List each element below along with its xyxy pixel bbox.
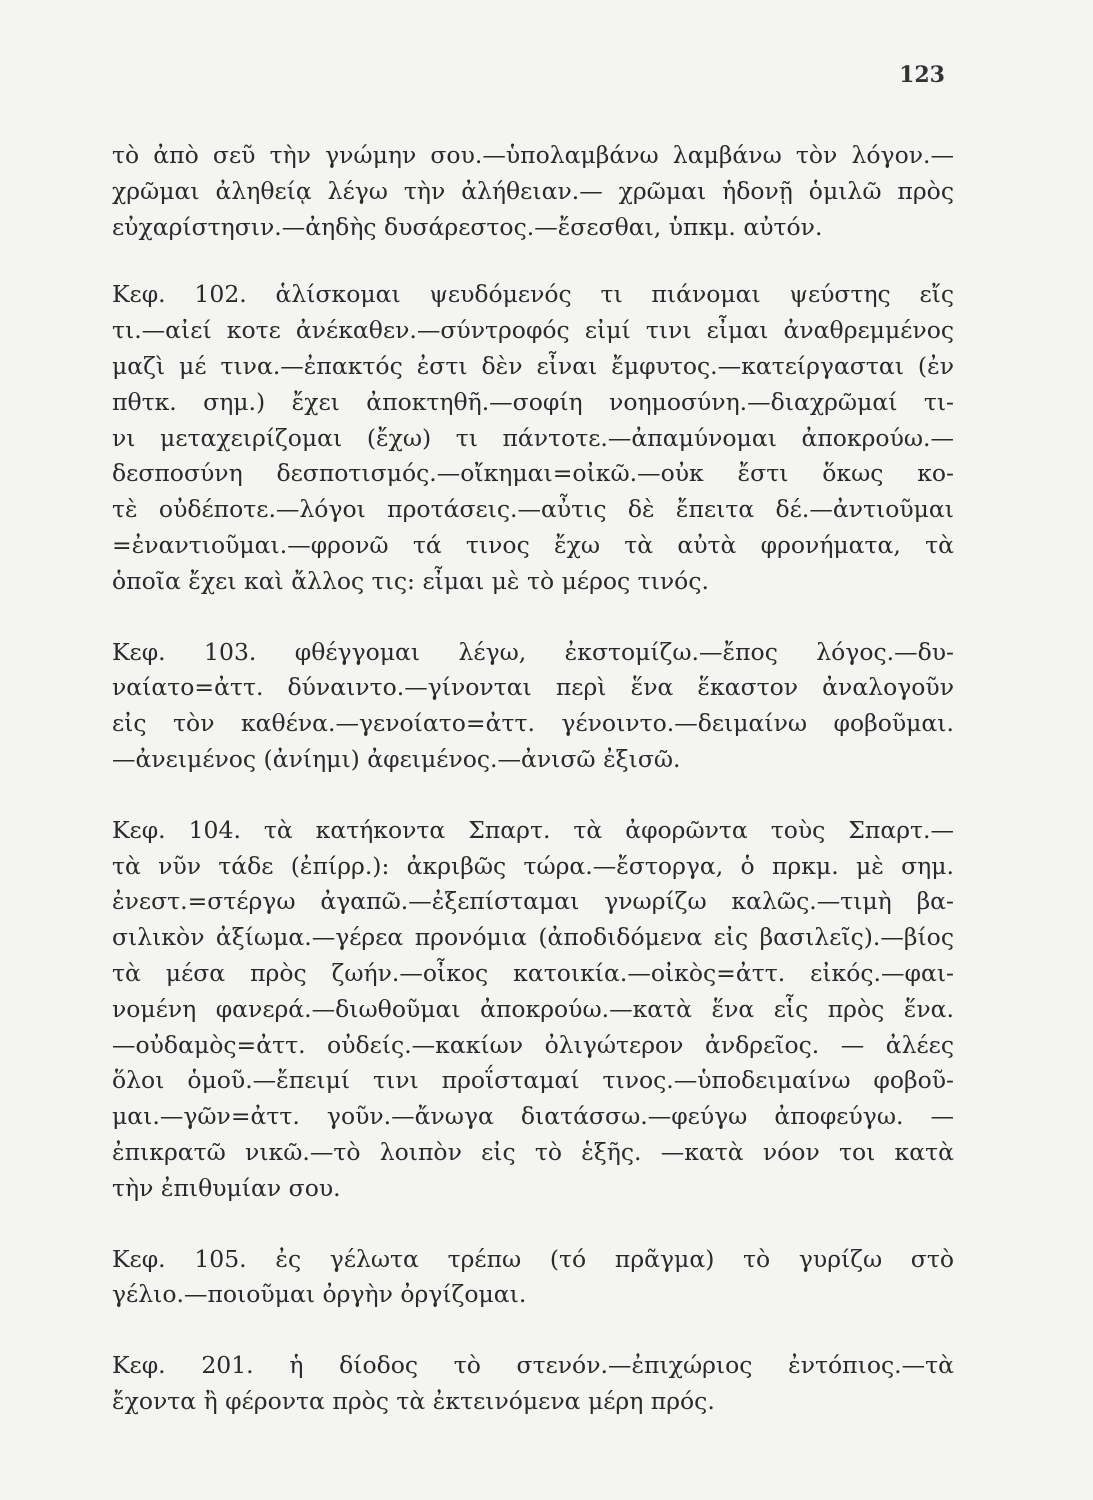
paragraph-chapter-102: [112, 277, 954, 599]
text-line: τι.—αἰεί κοτε ἀνέκαθεν.—σύντροφός εἰμί τινι εἶμαι ἀναθρεμμένος: [112, 316, 954, 345]
text-line: ὁποῖα ἔχει καὶ ἄλλος τις: εἶμαι μὲ τὸ μέρος τινός.: [112, 566, 709, 595]
text-line: μαζὶ μέ τινα.—ἐπακτός ἐστι δὲν εἶναι ἔμφυτος.—κατείργασται (ἐν: [112, 351, 954, 380]
text-line: Κεφ. 105. ἐς γέλωτα τρέπω (τό πρᾶγμα) τὸ γυρίζω στὸ: [112, 1244, 954, 1273]
paragraph-chapter-103: [112, 635, 954, 778]
text-line: σιλικὸν ἀξίωμα.—γέρεα προνόμια (ἀποδιδόμενα εἰς βασιλεῖς).—βίος: [112, 923, 954, 952]
text-line: εἰς τὸν καθένα.—γενοίατο=ἀττ. γένοιντο.—δειμαίνω φοβοῦμαι.: [112, 709, 954, 738]
text-line: τὴν ἐπιθυμίαν σου.: [112, 1173, 341, 1202]
paragraph-chapter-104: [112, 813, 954, 1207]
text-line: τὰ μέσα πρὸς ζωήν.—οἶκος κατοικία.—οἰκὸς=ἀττ. εἰκός.—φαι-: [112, 958, 954, 987]
text-line: νομένη φανερά.—διωθοῦμαι ἀποκρούω.—κατὰ ἕνα εἷς πρὸς ἕνα.: [112, 994, 954, 1023]
text-line: ἐνεστ.=στέργω ἀγαπῶ.—ἐξεπίσταμαι γνωρίζω καλῶς.—τιμὴ βα-: [112, 887, 954, 916]
paragraph-chapter-201: [112, 1348, 954, 1420]
text-line: γέλιο.—ποιοῦμαι ὀργὴν ὀργίζομαι.: [112, 1280, 527, 1309]
page-body: [112, 138, 954, 1420]
paragraph-chapter-105: [112, 1242, 954, 1314]
text-line: ναίατο=ἀττ. δύναιντο.—γίνονται περὶ ἕνα ἕκαστον ἀναλογοῦν: [112, 673, 954, 702]
text-line: μαι.—γῶν=ἀττ. γοῦν.—ἄνωγα διατάσσω.—φεύγω ἀποφεύγω. —: [112, 1102, 954, 1131]
text-line: Κεφ. 103. φθέγγομαι λέγω, ἐκστομίζω.—ἔπος λόγος.—δυ-: [112, 637, 954, 666]
text-line: Κεφ. 201. ἡ δίοδος τὸ στενόν.—ἐπιχώριος ἐντόπιος.—τὰ: [112, 1351, 954, 1380]
text-line: τὸ ἀπὸ σεῦ τὴν γνώμην σου.—ὑπολαμβάνω λαμβάνω τὸν λόγον.—: [112, 141, 954, 169]
text-line: —ἀνειμένος (ἀνίημι) ἀφειμένος.—ἀνισῶ ἐξισῶ.: [112, 744, 681, 773]
page-number: 123: [899, 62, 945, 88]
text-line: νι μεταχειρίζομαι (ἔχω) τι πάντοτε.—ἀπαμύνομαι ἀποκρούω.—: [112, 423, 954, 452]
text-line: ἔχοντα ἢ φέροντα πρὸς τὰ ἐκτεινόμενα μέρη πρός.: [112, 1386, 715, 1415]
text-line: ἐπικρατῶ νικῶ.—τὸ λοιπὸν εἰς τὸ ἑξῆς. —κατὰ νόον τοι κατὰ: [112, 1137, 954, 1166]
text-line: τὰ νῦν τάδε (ἐπίρρ.): ἀκριβῶς τώρα.—ἔστοργα, ὁ πρκμ. μὲ σημ.: [112, 851, 954, 880]
text-line: τὲ οὐδέποτε.—λόγοι προτάσεις.—αὖτις δὲ ἔπειτα δέ.—ἀντιοῦμαι: [112, 495, 954, 524]
text-line: πθτκ. σημ.) ἔχει ἀποκτηθῆ.—σοφίη νοημοσύνη.—διαχρῶμαί τι-: [112, 387, 954, 416]
text-line: Κεφ. 104. τὰ κατήκοντα Σπαρτ. τὰ ἀφορῶντα τοὺς Σπαρτ.—: [112, 815, 954, 844]
text-line: εὐχαρίστησιν.—ἀηδὴς δυσάρεστος.—ἔσεσθαι, ὑπκμ. αὐτόν.: [112, 212, 823, 241]
paragraph-continuation: [112, 138, 954, 245]
text-line: δεσποσύνη δεσποτισμός.—οἴκημαι=οἰκῶ.—οὐκ ἔστι ὅκως κο-: [112, 459, 954, 488]
text-line: Κεφ. 102. ἁλίσκομαι ψευδόμενός τι πιάνομαι ψεύστης εἴς: [112, 280, 954, 309]
text-line: =ἐναντιοῦμαι.—φρονῶ τά τινος ἔχω τὰ αὐτὰ φρονήματα, τὰ: [112, 530, 954, 559]
text-line: ὅλοι ὁμοῦ.—ἔπειμί τινι προΐσταμαί τινος.—ὑποδειμαίνω φοβοῦ-: [112, 1066, 954, 1095]
text-line: —οὐδαμὸς=ἀττ. οὐδείς.—κακίων ὀλιγώτερον ἀνδρεῖος. — ἀλέες: [112, 1030, 954, 1059]
text-line: χρῶμαι ἀληθείᾳ λέγω τὴν ἀλήθειαν.— χρῶμαι ἡδονῇ ὁμιλῶ πρὸς: [112, 176, 954, 205]
